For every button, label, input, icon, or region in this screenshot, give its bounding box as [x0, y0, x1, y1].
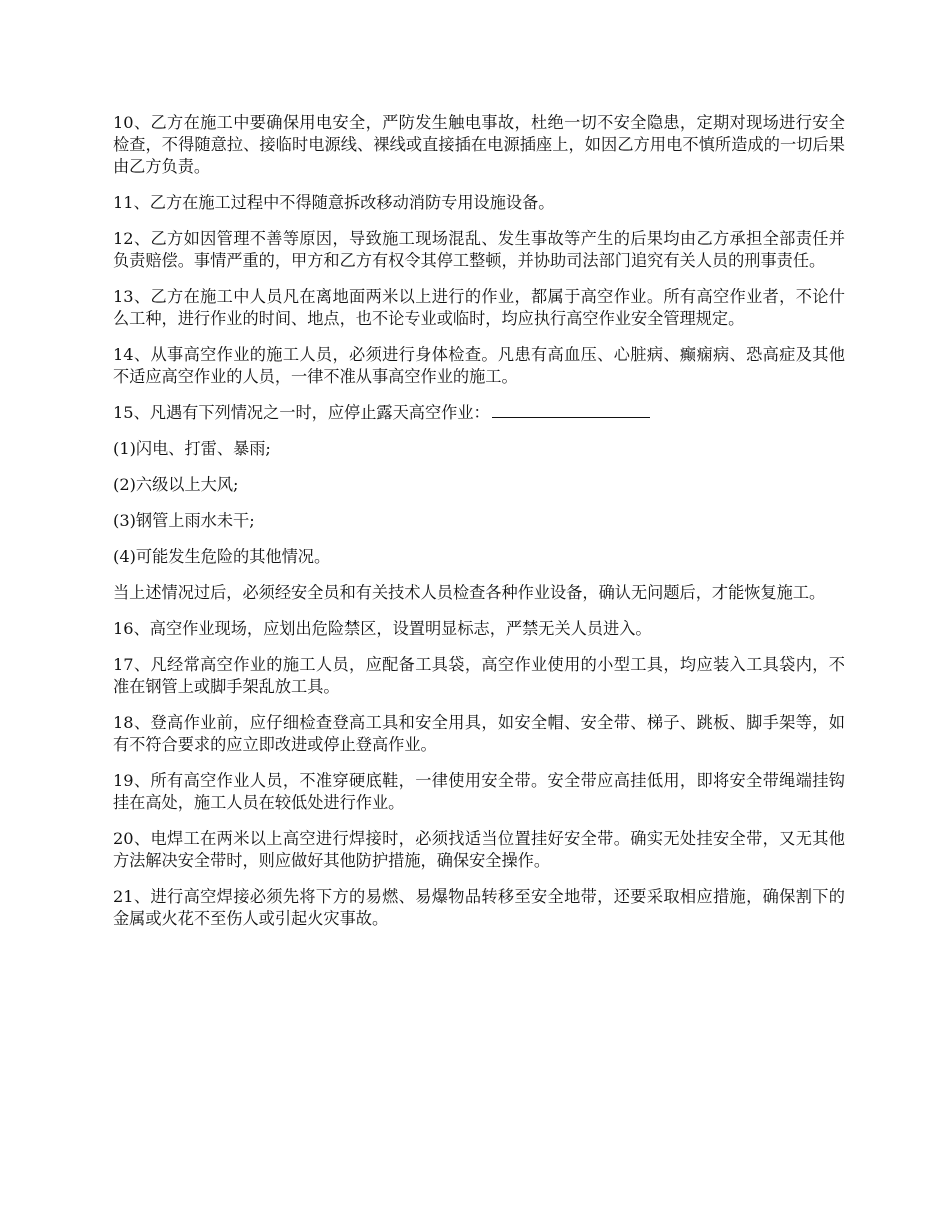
paragraph-13: 13、乙方在施工中人员凡在离地面两米以上进行的作业，都属于高空作业。所有高空作业者，不论什么工种，进行作业的时间、地点，也不论专业或临时，均应执行高空作业安全管理规定。 [113, 287, 845, 328]
paragraph-17: 17、凡经常高空作业的施工人员，应配备工具袋，高空作业使用的小型工具，均应装入工具袋内，不准在钢管上或脚手架乱放工具。 [113, 655, 845, 696]
paragraph-10: 10、乙方在施工中要确保用电安全，严防发生触电事故，杜绝一切不安全隐患，定期对现场进行安全检查，不得随意拉、接临时电源线、裸线或直接插在电源插座上，如因乙方用电不慎所造成的一切后果由乙方负责。 [113, 113, 845, 176]
resume-work-paragraph: 当上述情况过后，必须经安全员和有关技术人员检查各种作业设备，确认无问题后，才能恢复施工。 [113, 583, 826, 602]
paragraph-18: 18、登高作业前，应仔细检查登高工具和安全用具，如安全帽、安全带、梯子、跳板、脚手架等，如有不符合要求的应立即改进或停止登高作业。 [113, 713, 845, 754]
paragraph-21: 21、进行高空焊接必须先将下方的易燃、易爆物品转移至安全地带，还要采取相应措施，确保割下的金属或火花不至伤人或引起火灾事故。 [113, 887, 845, 928]
fill-in-blank-line [492, 416, 650, 418]
document-body [113, 112, 845, 944]
paragraph-11: 11、乙方在施工过程中不得随意拆改移动消防专用设施设备。 [113, 193, 555, 212]
condition-1: (1)闪电、打雷、暴雨; [113, 439, 271, 458]
paragraph-15: 15、凡遇有下列情况之一时，应停止露天高空作业： [113, 403, 490, 422]
paragraph-12: 12、乙方如因管理不善等原因，导致施工现场混乱、发生事故等产生的后果均由乙方承担全部责任并负责赔偿。事情严重的，甲方和乙方有权令其停工整顿，并协助司法部门追究有关人员的刑事责任。 [113, 229, 845, 270]
paragraph-15-container [113, 402, 845, 424]
condition-2: (2)六级以上大风; [113, 475, 239, 494]
paragraph-14: 14、从事高空作业的施工人员，必须进行身体检查。凡患有高血压、心脏病、癫痫病、恐高症及其他不适应高空作业的人员，一律不准从事高空作业的施工。 [113, 345, 845, 386]
condition-4: (4)可能发生危险的其他情况。 [113, 547, 331, 566]
condition-3: (3)钢管上雨水未干; [113, 511, 255, 530]
paragraph-16: 16、高空作业现场，应划出危险禁区，设置明显标志，严禁无关人员进入。 [113, 619, 652, 638]
paragraph-19: 19、所有高空作业人员，不准穿硬底鞋，一律使用安全带。安全带应高挂低用，即将安全带绳端挂钩挂在高处，施工人员在较低处进行作业。 [113, 771, 845, 812]
paragraph-20: 20、电焊工在两米以上高空进行焊接时，必须找适当位置挂好安全带。确实无处挂安全带，又无其他方法解决安全带时，则应做好其他防护措施，确保安全操作。 [113, 829, 845, 870]
